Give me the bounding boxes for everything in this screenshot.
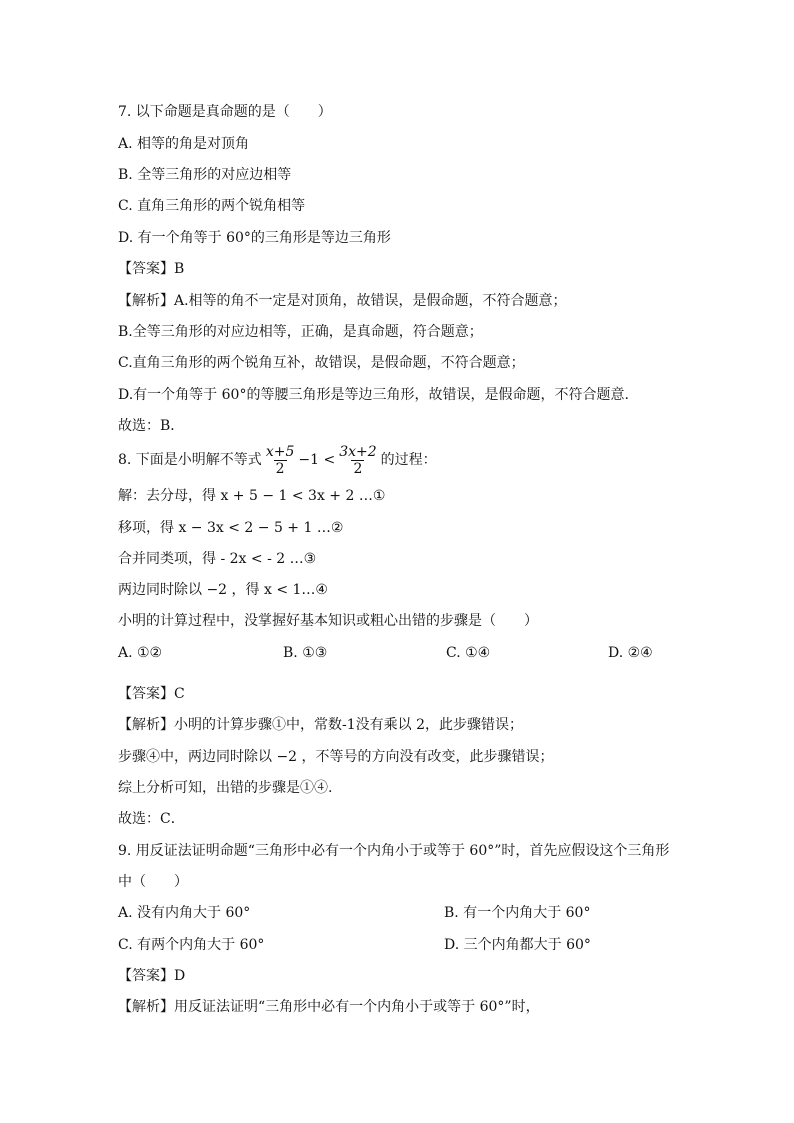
q7-conclusion: 故选：B． <box>118 418 185 434</box>
q8-fraction-1-numerator: x+5 <box>265 443 295 460</box>
q9-option-b: B. 有一个内角大于 60° <box>444 905 591 921</box>
q8-conclusion: 故选：C． <box>118 811 185 827</box>
q8-option-d: D. ②④ <box>608 645 653 661</box>
q9-option-c: C. 有两个内角大于 60° <box>118 937 265 953</box>
q8-stem-middle: −1 < <box>298 452 336 468</box>
q7-stem: 7. 以下命题是真命题的是（ ） <box>118 104 332 120</box>
q7-option-a: A. 相等的角是对顶角 <box>118 136 250 152</box>
q8-analysis-line-2: 步骤④中，两边同时除以 −2 ，不等号的方向没有改变，此步骤错误； <box>118 749 554 765</box>
q8-fraction-2-denominator: 2 <box>353 460 363 477</box>
q9-analysis-line-1: 【解析】用反证法证明“三角形中必有一个内角小于或等于 60°”时， <box>118 999 540 1015</box>
q8-fraction-2 <box>337 444 378 477</box>
q8-question: 小明的计算过程中，没掌握好基本知识或粗心出错的步骤是（ ） <box>118 613 538 629</box>
q8-fraction-1-denominator: 2 <box>275 460 285 477</box>
q9-stem-line-1: 9. 用反证法证明命题“三角形中必有一个内角小于或等于 60°”时，首先应假设这个三角形 <box>118 843 670 859</box>
q8-option-c: C. ①④ <box>446 645 491 661</box>
q7-analysis-line-4: D.有一个角等于 60°的等腰三角形是等边三角形，故错误，是假命题，不符合题意. <box>118 387 629 403</box>
q7-option-c: C. 直角三角形的两个锐角相等 <box>118 198 306 214</box>
q8-step-4: 两边同时除以 −2 ，得 x < 1…④ <box>118 582 328 598</box>
q8-answer: 【答案】C <box>118 686 185 702</box>
q7-answer: 【答案】B <box>118 261 185 277</box>
q7-analysis-line-2: B.全等三角形的对应边相等，正确，是真命题，符合题意； <box>118 324 483 340</box>
q9-stem-line-2: 中（ ） <box>118 874 188 890</box>
q8-option-a: A. ①② <box>118 645 163 661</box>
q9-option-a: A. 没有内角大于 60° <box>118 905 251 921</box>
q8-stem-prefix: 8. 下面是小明解不等式 <box>118 452 262 468</box>
q8-option-b: B. ①③ <box>283 645 328 661</box>
q8-stem <box>118 442 437 478</box>
q9-answer: 【答案】D <box>118 968 186 984</box>
q8-step-3: 合并同类项，得 - 2x < - 2 …③ <box>118 551 317 567</box>
q8-fraction-1 <box>264 444 297 477</box>
q8-analysis-line-3: 综上分析可知，出错的步骤是①④. <box>118 780 333 796</box>
q7-analysis-line-3: C.直角三角形的两个锐角互补，故错误，是假命题，不符合题意； <box>118 355 525 371</box>
q7-analysis-line-1: 【解析】A.相等的角不一定是对顶角，故错误，是假命题，不符合题意； <box>118 293 567 309</box>
q8-step-1: 解：去分母，得 x + 5 − 1 < 3x + 2 …① <box>118 488 386 504</box>
q7-option-b: B. 全等三角形的对应边相等 <box>118 167 292 183</box>
q7-option-d: D. 有一个角等于 60°的三角形是等边三角形 <box>118 230 391 246</box>
q8-fraction-2-numerator: 3x+2 <box>339 443 377 460</box>
q8-analysis-line-1: 【解析】小明的计算步骤①中，常数-1没有乘以 2，此步骤错误； <box>118 717 523 733</box>
q8-step-2: 移项，得 x − 3x < 2 − 5 + 1 …② <box>118 520 344 536</box>
q8-stem-suffix: 的过程： <box>380 452 437 468</box>
q9-option-d: D. 三个内角都大于 60° <box>444 937 591 953</box>
